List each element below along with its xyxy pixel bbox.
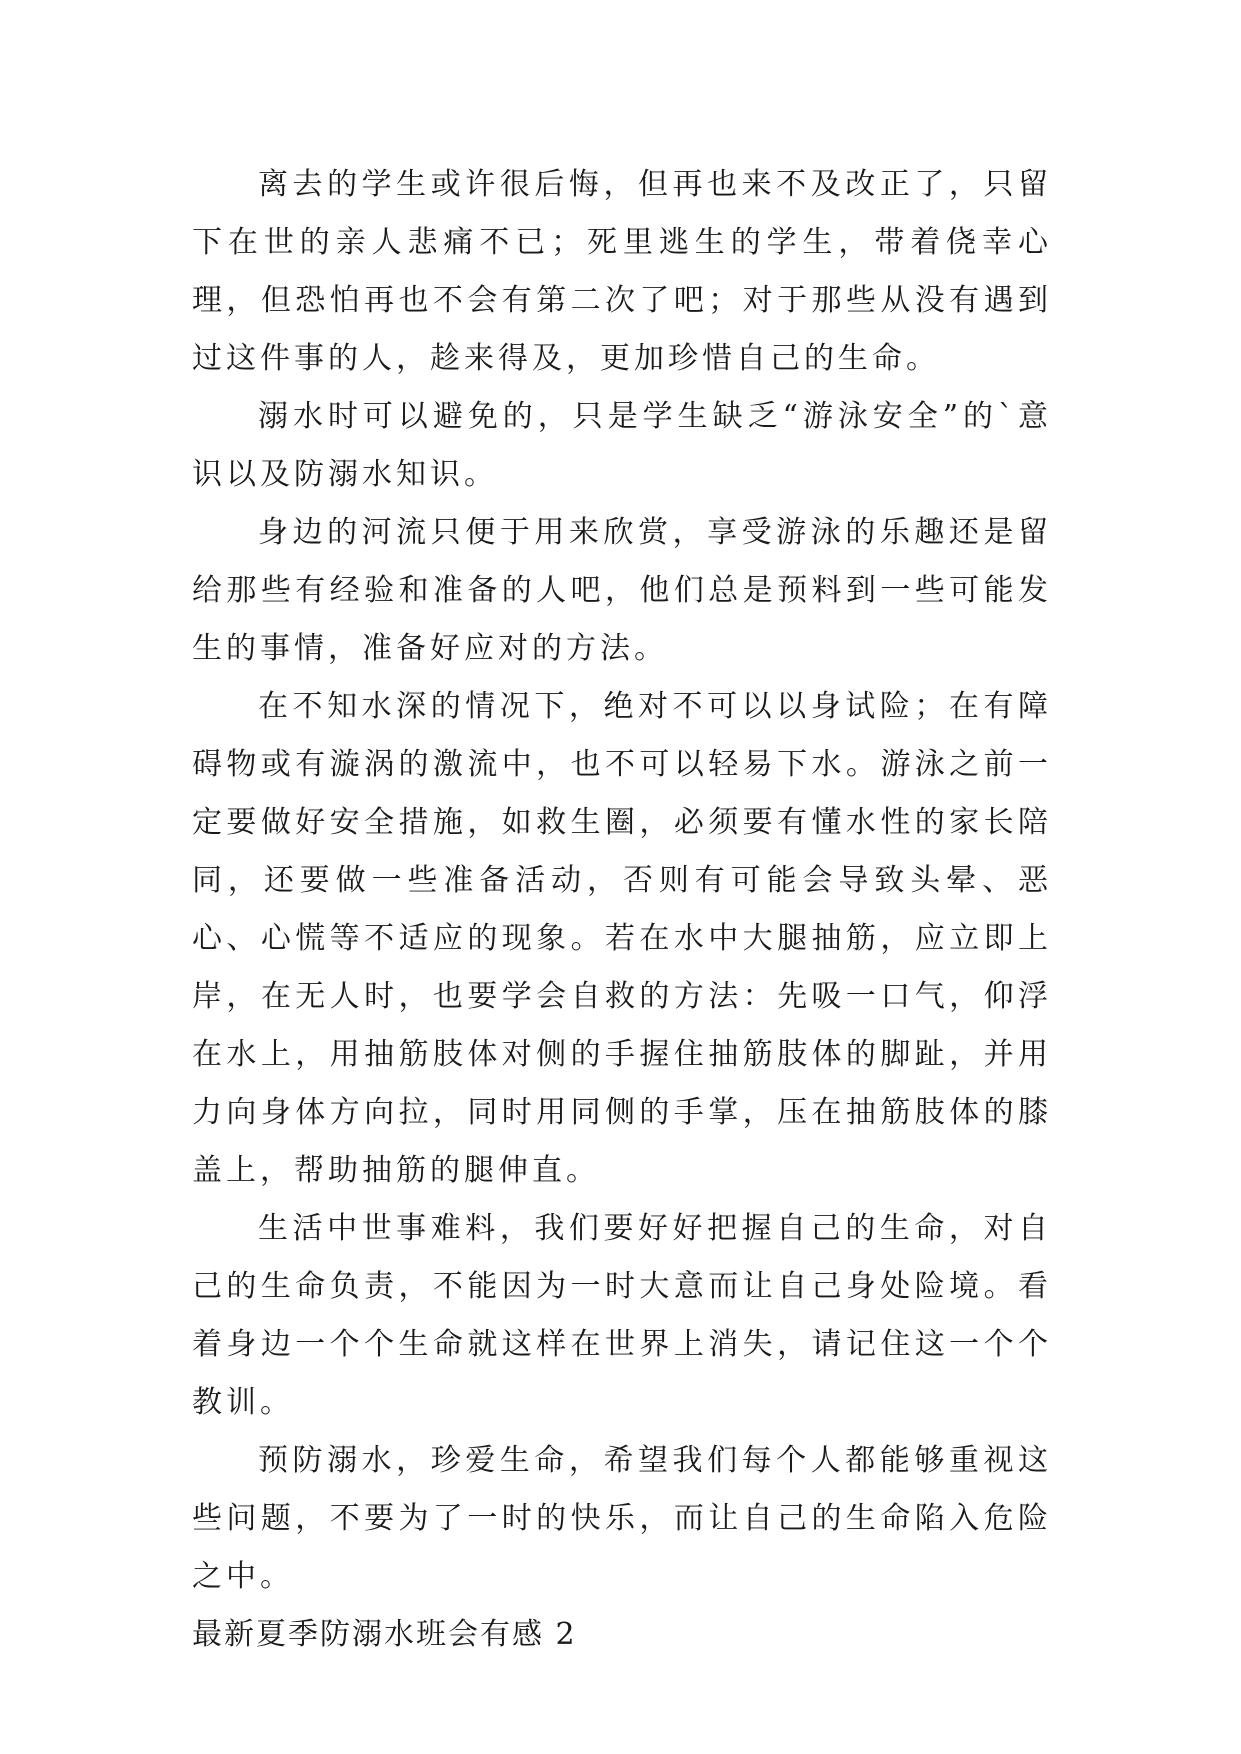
paragraph-2: 溺水时可以避免的，只是学生缺乏“游泳安全”的`意识以及防溺水知识。 — [192, 399, 1052, 492]
paragraph-5: 生活中世事难料，我们要好好把握自己的生命，对自己的生命负责，不能因为一时大意而让自己身处险境。看着身边一个个生命就这样在世界上消失，请记住这一个个教训。 — [192, 1211, 1052, 1420]
paragraph-4: 在不知水深的情况下，绝对不可以以身试险；在有障碍物或有漩涡的激流中，也不可以轻易下水。游泳之前一定要做好安全措施，如救生圈，必须要有懂水性的家长陪同，还要做一些准备活动，否则有可能会导致头晕、恶心、心慌等不适应的现象。若在水中大腿抽筋，应立即上岸，在无人时，也要学会自救的方法：先吸一口气，仰浮在水上，用抽筋肢体对侧的手握住抽筋肢体的脚趾，并用力向身体方向拉，同时用同侧的手掌，压在抽筋肢体的膝盖上，帮助抽筋的腿伸直。 — [192, 689, 1052, 1188]
paragraph-3: 身边的河流只便于用来欣赏，享受游泳的乐趣还是留给那些有经验和准备的人吧，他们总是预料到一些可能发生的事情，准备好应对的方法。 — [192, 515, 1052, 666]
paragraph-1: 离去的学生或许很后悔，但再也来不及改正了，只留下在世的亲人悲痛不已；死里逃生的学生，带着侥幸心理，但恐怕再也不会有第二次了吧；对于那些从没有遇到过这件事的人，趁来得及，更加珍惜自己的生命。 — [192, 167, 1052, 376]
paragraph-6: 预防溺水，珍爱生命，希望我们每个人都能够重视这些问题，不要为了一时的快乐，而让自己的生命陷入危险之中。 — [192, 1443, 1052, 1594]
next-article-heading: 最新夏季防溺水班会有感 2 — [192, 1617, 577, 1652]
document-body — [192, 156, 1052, 1664]
